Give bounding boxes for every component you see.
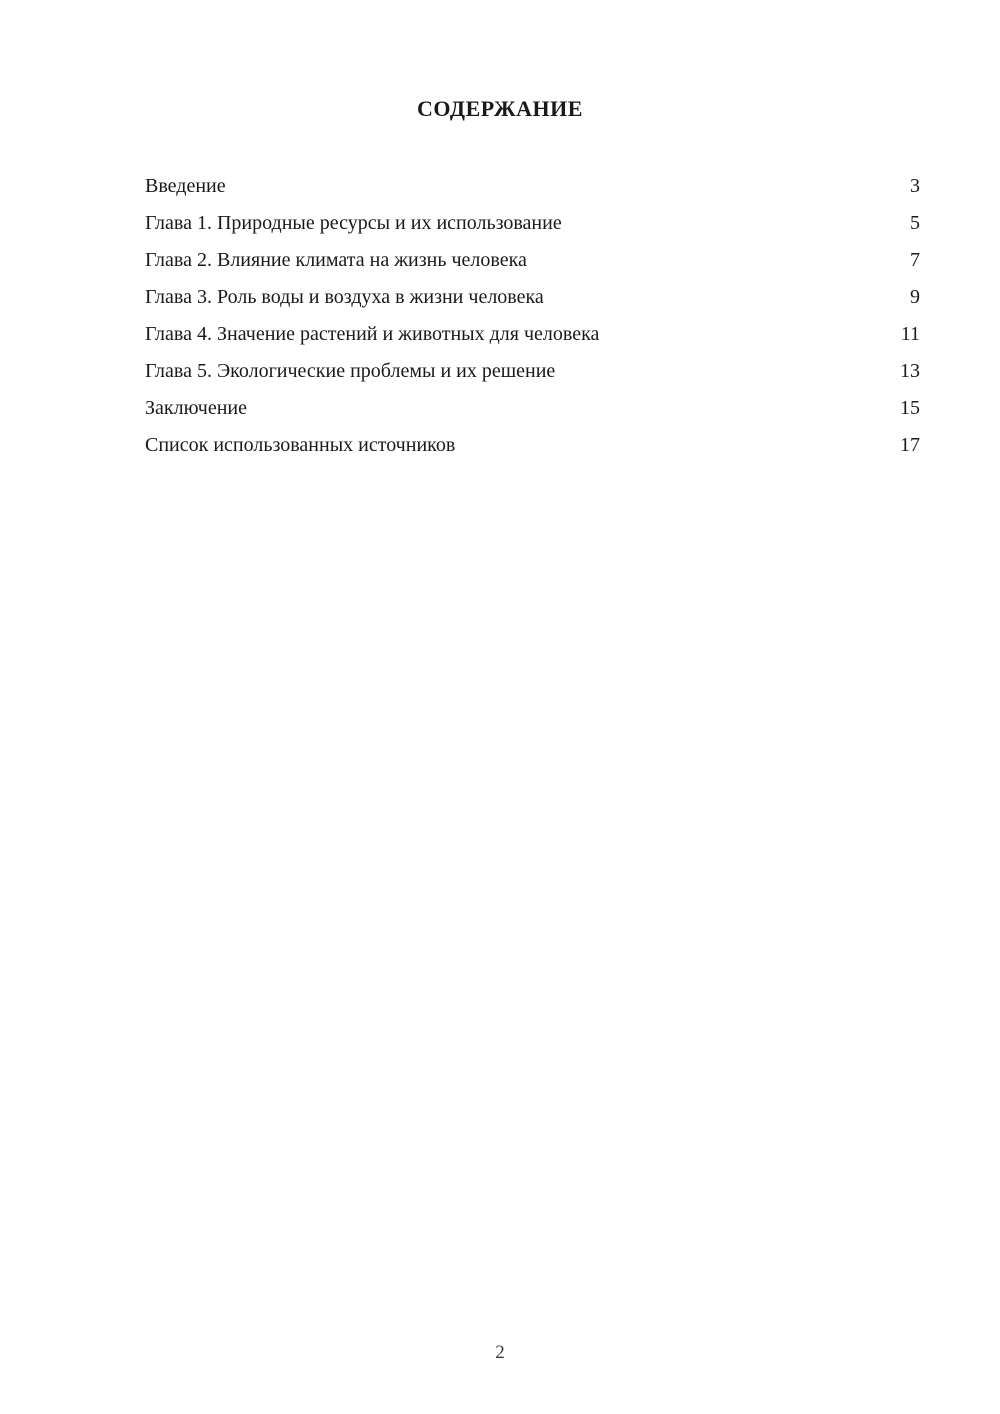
toc-entry (145, 279, 920, 316)
toc-entry-label: Заключение (145, 397, 247, 419)
toc-entry-page: 13 (900, 360, 920, 382)
toc-entry (145, 390, 920, 427)
toc-entry-label: Глава 1. Природные ресурсы и их использование (145, 212, 562, 234)
toc-entry-page: 7 (910, 249, 920, 271)
toc-entry-page: 15 (900, 397, 920, 419)
toc-entry-label: Глава 5. Экологические проблемы и их решение (145, 360, 556, 382)
table-of-contents (145, 168, 920, 464)
toc-entry-label: Глава 2. Влияние климата на жизнь человека (145, 249, 527, 271)
toc-entry (145, 205, 920, 242)
toc-entry-label: Глава 4. Значение растений и животных для человека (145, 323, 600, 345)
toc-entry-page: 9 (910, 286, 920, 308)
toc-entry-page: 3 (910, 175, 920, 197)
toc-entry-label: Список использованных источников (145, 434, 456, 456)
toc-entry-page: 11 (900, 323, 920, 345)
page-title: СОДЕРЖАНИЕ (417, 96, 583, 121)
toc-entry-page: 5 (910, 212, 920, 234)
page-number-footer: 2 (495, 1342, 505, 1363)
toc-entry (145, 427, 920, 464)
toc-entry (145, 316, 920, 353)
toc-entry-label: Глава 3. Роль воды и воздуха в жизни человека (145, 286, 544, 308)
toc-entry (145, 353, 920, 390)
toc-entry-page: 17 (900, 434, 920, 456)
toc-entry-label: Введение (145, 175, 226, 197)
toc-entry (145, 242, 920, 279)
toc-entry (145, 168, 920, 205)
